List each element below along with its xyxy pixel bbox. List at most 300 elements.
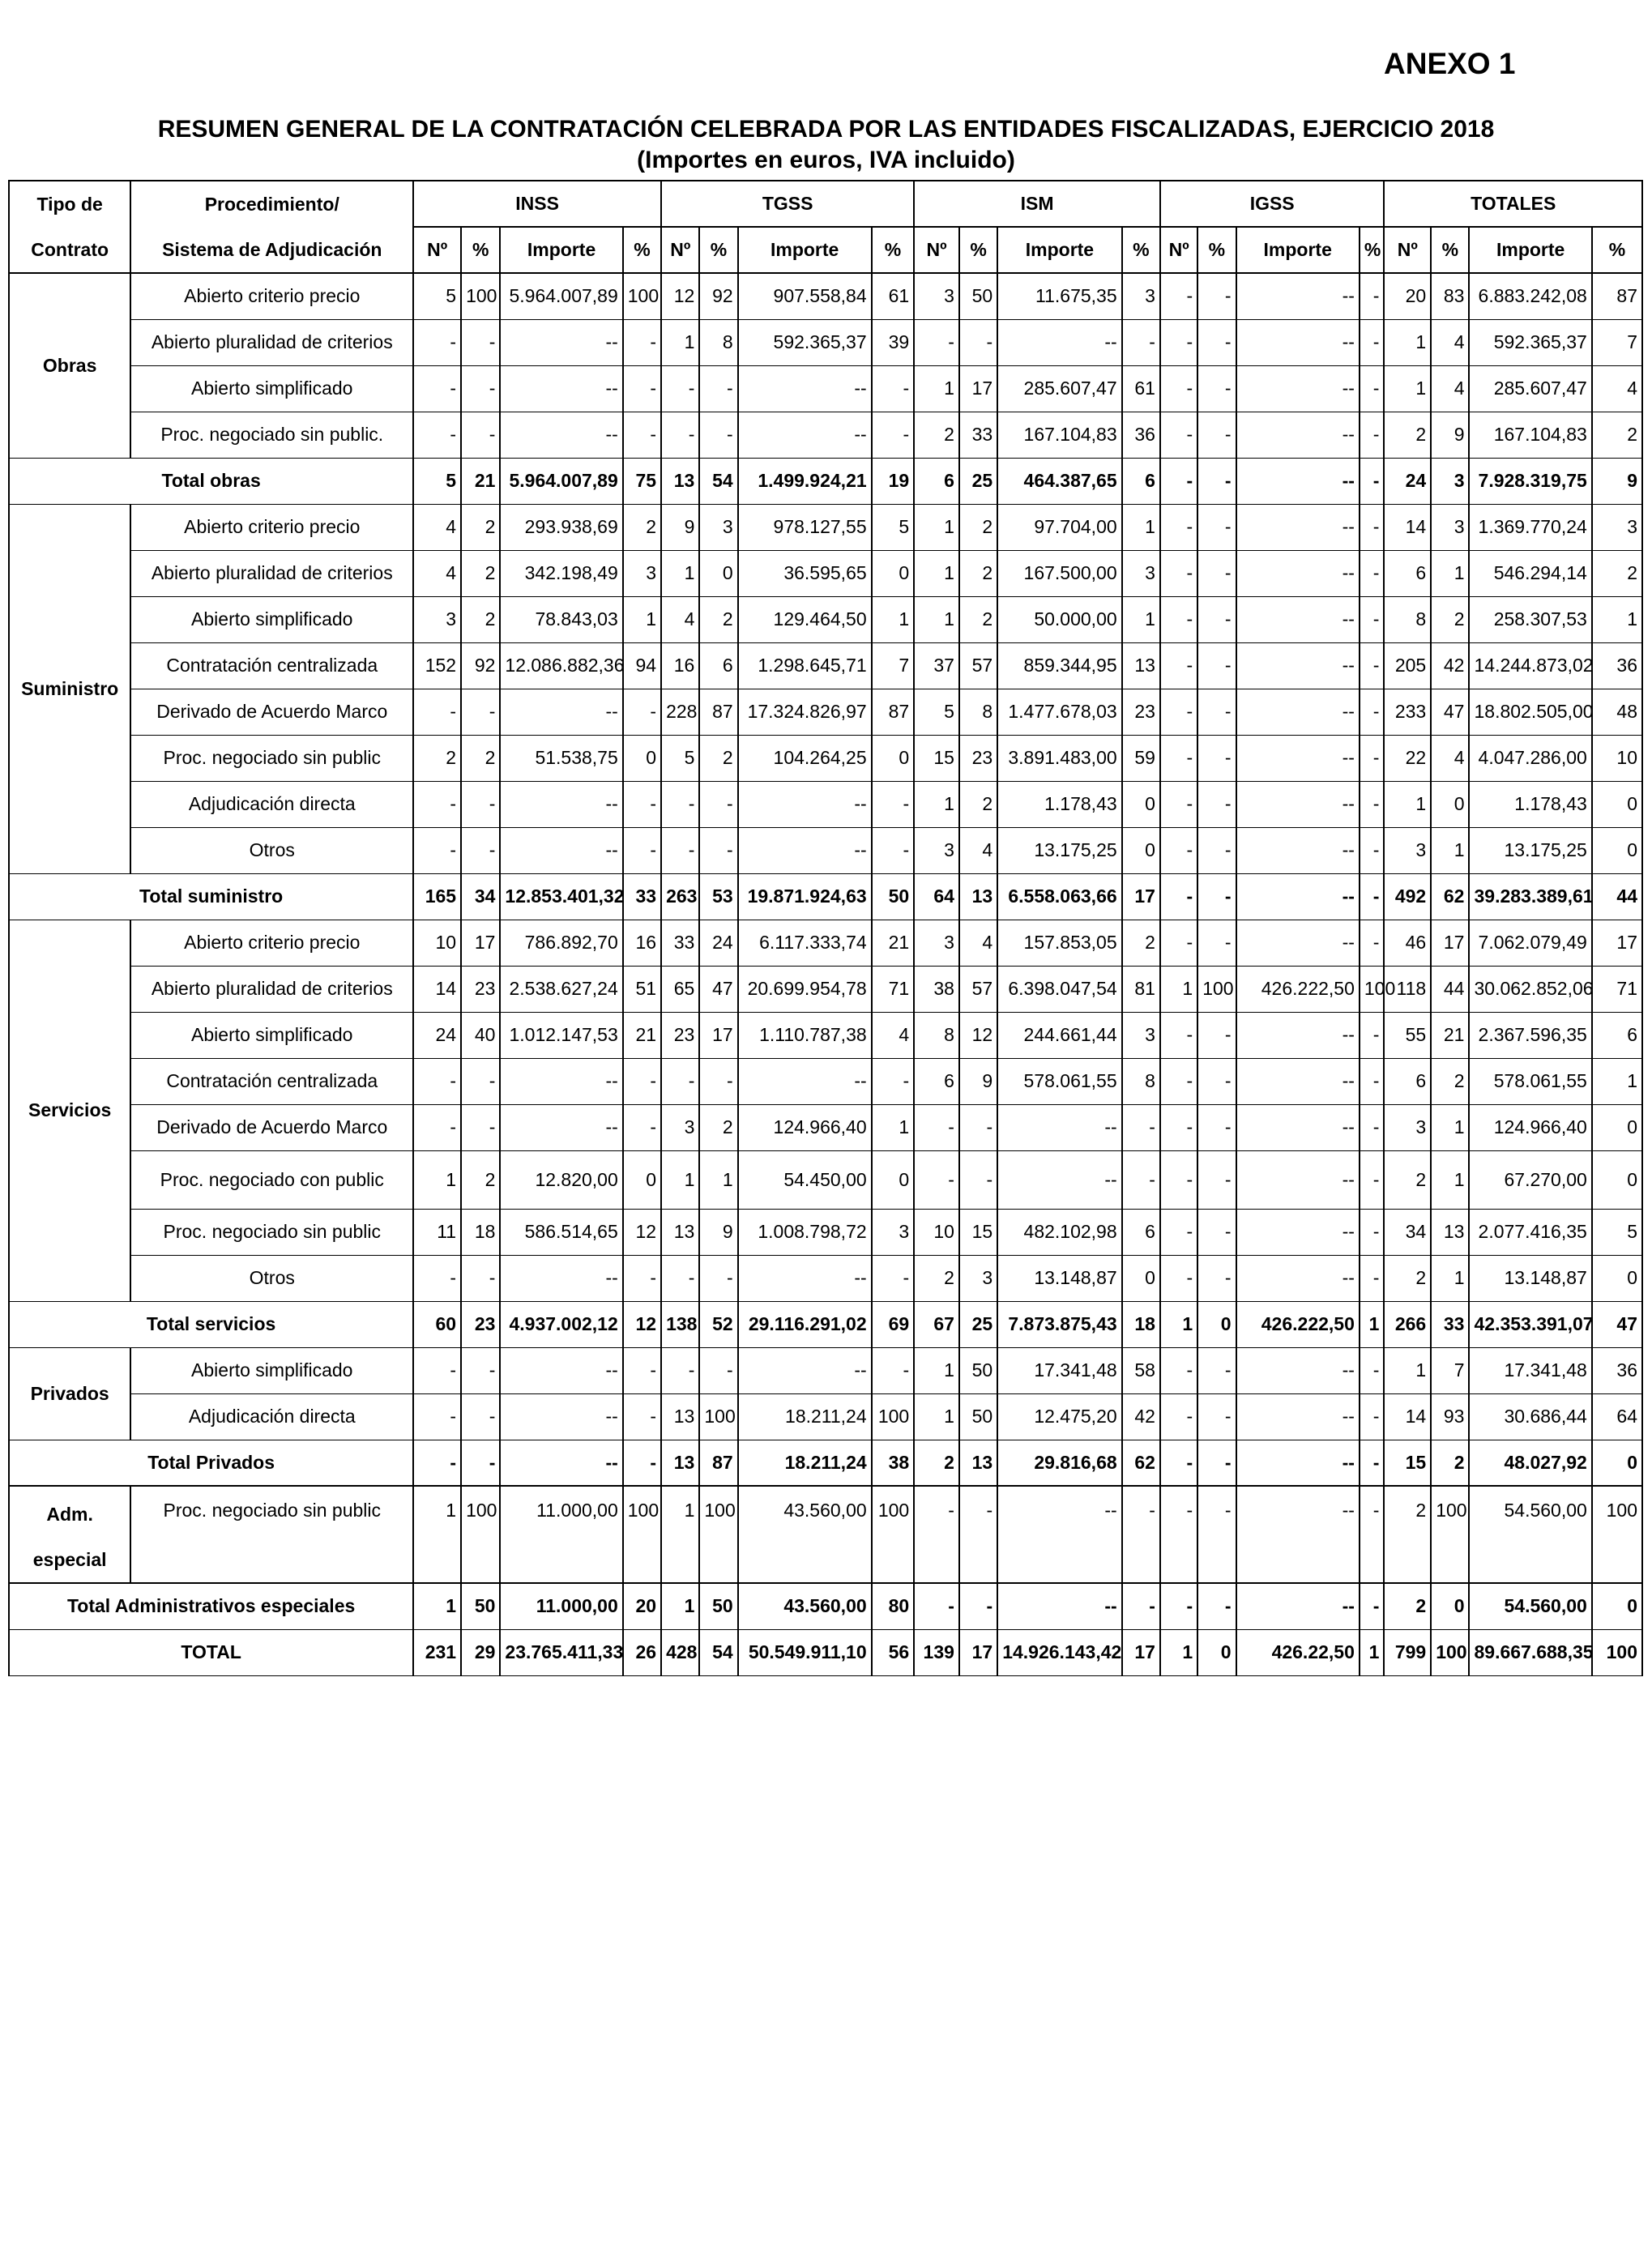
- table-cell: 4: [1592, 365, 1642, 412]
- table-cell: -: [413, 365, 461, 412]
- table-cell: -: [1197, 550, 1236, 596]
- table-cell: -: [1160, 735, 1197, 781]
- table-cell: 42.353.391,07: [1469, 1301, 1591, 1347]
- table-cell: 24: [413, 1012, 461, 1058]
- table-cell: -: [1160, 1583, 1197, 1629]
- table-cell: 50.549.911,10: [738, 1629, 872, 1675]
- table-cell: --: [1236, 1347, 1360, 1393]
- table-cell: --: [997, 1150, 1121, 1209]
- table-row: [9, 1347, 1642, 1393]
- table-cell: -: [623, 365, 661, 412]
- table-cell: 205: [1384, 642, 1431, 689]
- table-cell: 87: [699, 1440, 737, 1486]
- table-cell: 6.117.333,74: [738, 920, 872, 966]
- table-cell: 17: [1122, 873, 1160, 920]
- procedure-label: Abierto simplificado: [130, 1347, 413, 1393]
- table-cell: --: [1236, 458, 1360, 504]
- table-row: [9, 827, 1642, 873]
- subheader-pct-importe: %: [1592, 227, 1642, 273]
- table-cell: 3: [1431, 504, 1469, 550]
- table-cell: 165: [413, 873, 461, 920]
- table-cell: 10: [914, 1209, 959, 1255]
- procedure-label: Abierto simplificado: [130, 365, 413, 412]
- table-cell: 43.560,00: [738, 1583, 872, 1629]
- table-cell: 23: [1122, 689, 1160, 735]
- contracts-summary-table: [8, 180, 1643, 1676]
- table-cell: 799: [1384, 1629, 1431, 1675]
- table-cell: 258.307,53: [1469, 596, 1591, 642]
- table-cell: 64: [914, 873, 959, 920]
- table-cell: 8: [1384, 596, 1431, 642]
- table-cell: 100: [699, 1393, 737, 1440]
- table-cell: 5: [1592, 1209, 1642, 1255]
- header-contrato: Contrato: [9, 227, 130, 273]
- table-row: [9, 781, 1642, 827]
- table-cell: -: [413, 1104, 461, 1150]
- table-cell: -: [872, 412, 915, 458]
- table-cell: -: [1360, 920, 1385, 966]
- table-cell: 1: [914, 504, 959, 550]
- table-cell: 2: [461, 1150, 500, 1209]
- table-cell: 65: [661, 966, 699, 1012]
- table-cell: 2: [1384, 1486, 1431, 1583]
- table-cell: -: [1360, 1209, 1385, 1255]
- table-cell: -: [413, 1058, 461, 1104]
- table-cell: 8: [699, 319, 737, 365]
- table-cell: 50: [872, 873, 915, 920]
- table-cell: -: [1197, 504, 1236, 550]
- table-cell: 12.853.401,32: [500, 873, 622, 920]
- table-cell: 139: [914, 1629, 959, 1675]
- header-procedimiento: Procedimiento/: [130, 181, 413, 227]
- table-cell: -: [959, 1150, 997, 1209]
- table-cell: 0: [1592, 1440, 1642, 1486]
- table-cell: 18.802.505,00: [1469, 689, 1591, 735]
- table-cell: 93: [1431, 1393, 1469, 1440]
- table-cell: -: [1160, 781, 1197, 827]
- table-cell: 0: [1431, 1583, 1469, 1629]
- table-cell: 586.514,65: [500, 1209, 622, 1255]
- table-cell: 4: [661, 596, 699, 642]
- table-cell: 47: [699, 966, 737, 1012]
- table-cell: -: [1160, 1012, 1197, 1058]
- table-cell: 1.499.924,21: [738, 458, 872, 504]
- table-cell: 2: [959, 781, 997, 827]
- table-cell: --: [1236, 1058, 1360, 1104]
- table-cell: --: [1236, 1255, 1360, 1301]
- table-cell: 118: [1384, 966, 1431, 1012]
- table-cell: -: [1160, 642, 1197, 689]
- table-cell: 14.926.143,42: [997, 1629, 1121, 1675]
- table-cell: 592.365,37: [1469, 319, 1591, 365]
- table-cell: 46: [1384, 920, 1431, 966]
- table-cell: 100: [1592, 1629, 1642, 1675]
- table-cell: 11.675,35: [997, 273, 1121, 319]
- table-cell: -: [959, 1583, 997, 1629]
- table-cell: 0: [1122, 1255, 1160, 1301]
- table-cell: -: [1197, 920, 1236, 966]
- table-cell: 20: [1384, 273, 1431, 319]
- table-cell: -: [872, 781, 915, 827]
- table-cell: --: [1236, 1440, 1360, 1486]
- table-cell: 34: [1384, 1209, 1431, 1255]
- table-cell: 17.324.826,97: [738, 689, 872, 735]
- table-cell: 100: [461, 1486, 500, 1583]
- table-cell: -: [1197, 1393, 1236, 1440]
- table-cell: 2: [1384, 1255, 1431, 1301]
- table-cell: 100: [1592, 1486, 1642, 1583]
- procedure-label: Abierto criterio precio: [130, 504, 413, 550]
- table-cell: -: [1197, 1347, 1236, 1393]
- table-cell: -: [623, 689, 661, 735]
- table-cell: -: [959, 319, 997, 365]
- table-cell: -: [1197, 596, 1236, 642]
- table-cell: -: [461, 1440, 500, 1486]
- table-header: [9, 181, 1642, 273]
- table-cell: 30.686,44: [1469, 1393, 1591, 1440]
- table-cell: -: [914, 1583, 959, 1629]
- contract-type-label: Suministro: [9, 504, 130, 873]
- table-cell: 57: [959, 642, 997, 689]
- table-cell: 24: [699, 920, 737, 966]
- table-cell: 89.667.688,35: [1469, 1629, 1591, 1675]
- table-cell: -: [1360, 319, 1385, 365]
- table-cell: 7.062.079,49: [1469, 920, 1591, 966]
- table-cell: 9: [1431, 412, 1469, 458]
- table-cell: 3: [1122, 273, 1160, 319]
- table-cell: 0: [1592, 1150, 1642, 1209]
- table-cell: 1.012.147,53: [500, 1012, 622, 1058]
- table-cell: 1: [661, 1486, 699, 1583]
- table-cell: -: [959, 1486, 997, 1583]
- table-cell: 1: [413, 1150, 461, 1209]
- table-cell: 38: [872, 1440, 915, 1486]
- table-cell: 47: [1431, 689, 1469, 735]
- table-cell: -: [1360, 873, 1385, 920]
- table-cell: --: [1236, 1393, 1360, 1440]
- table-cell: 13: [661, 1393, 699, 1440]
- table-cell: -: [1197, 319, 1236, 365]
- table-cell: 0: [1197, 1301, 1236, 1347]
- table-cell: 18: [1122, 1301, 1160, 1347]
- table-cell: -: [623, 412, 661, 458]
- table-cell: 9: [661, 504, 699, 550]
- table-cell: 4: [959, 827, 997, 873]
- table-cell: -: [1197, 1486, 1236, 1583]
- procedure-label: Abierto pluralidad de criterios: [130, 550, 413, 596]
- table-cell: 14: [413, 966, 461, 1012]
- subheader-importe: Importe: [1469, 227, 1591, 273]
- table-cell: 12.475,20: [997, 1393, 1121, 1440]
- table-cell: 129.464,50: [738, 596, 872, 642]
- table-cell: 36: [1592, 642, 1642, 689]
- table-cell: 3: [623, 550, 661, 596]
- table-cell: 23: [461, 966, 500, 1012]
- table-cell: 0: [1592, 827, 1642, 873]
- table-row: [9, 365, 1642, 412]
- table-cell: --: [500, 319, 622, 365]
- table-cell: 50.000,00: [997, 596, 1121, 642]
- subheader-pct-importe: %: [623, 227, 661, 273]
- table-cell: 12.820,00: [500, 1150, 622, 1209]
- table-cell: --: [997, 1486, 1121, 1583]
- table-cell: 2: [959, 504, 997, 550]
- table-cell: 1: [699, 1150, 737, 1209]
- table-cell: -: [461, 689, 500, 735]
- table-cell: -: [461, 1347, 500, 1393]
- table-cell: 285.607,47: [1469, 365, 1591, 412]
- table-cell: 138: [661, 1301, 699, 1347]
- table-cell: 3: [661, 1104, 699, 1150]
- table-cell: 23.765.411,33: [500, 1629, 622, 1675]
- header-entity-tgss: TGSS: [661, 181, 914, 227]
- table-cell: -: [1360, 1058, 1385, 1104]
- table-row: [9, 550, 1642, 596]
- table-cell: 8: [959, 689, 997, 735]
- table-cell: 4: [1431, 735, 1469, 781]
- table-cell: 17: [959, 365, 997, 412]
- table-cell: 17: [461, 920, 500, 966]
- table-cell: -: [661, 412, 699, 458]
- table-cell: 1: [1431, 1150, 1469, 1209]
- table-cell: -: [1360, 596, 1385, 642]
- table-cell: 1: [1160, 1629, 1197, 1675]
- table-cell: -: [872, 1255, 915, 1301]
- table-cell: 3: [699, 504, 737, 550]
- table-cell: 13.175,25: [997, 827, 1121, 873]
- table-cell: --: [738, 1058, 872, 1104]
- subheader-pct-importe: %: [1122, 227, 1160, 273]
- contract-type-label: Privados: [9, 1347, 130, 1440]
- table-cell: --: [500, 1393, 622, 1440]
- table-cell: --: [500, 781, 622, 827]
- table-row: [9, 319, 1642, 365]
- table-cell: -: [1197, 1058, 1236, 1104]
- table-cell: 592.365,37: [738, 319, 872, 365]
- table-cell: --: [738, 412, 872, 458]
- table-cell: 2.538.627,24: [500, 966, 622, 1012]
- table-cell: 1: [1160, 966, 1197, 1012]
- table-cell: 1: [1384, 365, 1431, 412]
- table-cell: -: [1360, 1583, 1385, 1629]
- table-cell: 12: [661, 273, 699, 319]
- table-cell: 69: [872, 1301, 915, 1347]
- table-cell: 78.843,03: [500, 596, 622, 642]
- table-cell: 17: [1431, 920, 1469, 966]
- table-cell: 8: [914, 1012, 959, 1058]
- table-row: [9, 504, 1642, 550]
- table-cell: --: [500, 1104, 622, 1150]
- table-cell: -: [623, 1347, 661, 1393]
- table-cell: 18: [461, 1209, 500, 1255]
- table-cell: 0: [872, 735, 915, 781]
- table-cell: 1: [914, 1347, 959, 1393]
- header-entity-igss: IGSS: [1160, 181, 1384, 227]
- table-cell: 2: [1592, 412, 1642, 458]
- procedure-label: Abierto simplificado: [130, 596, 413, 642]
- table-cell: -: [661, 827, 699, 873]
- table-cell: 3: [1431, 458, 1469, 504]
- table-cell: -: [623, 1104, 661, 1150]
- table-cell: 2: [1592, 550, 1642, 596]
- table-cell: -: [1360, 1347, 1385, 1393]
- table-cell: 34: [461, 873, 500, 920]
- table-cell: --: [1236, 642, 1360, 689]
- table-cell: -: [461, 1255, 500, 1301]
- table-cell: 2.367.596,35: [1469, 1012, 1591, 1058]
- table-cell: 1: [914, 781, 959, 827]
- procedure-label: Contratación centralizada: [130, 642, 413, 689]
- table-row: [9, 966, 1642, 1012]
- table-row: [9, 1012, 1642, 1058]
- table-cell: 1.298.645,71: [738, 642, 872, 689]
- table-cell: -: [461, 319, 500, 365]
- procedure-label: Derivado de Acuerdo Marco: [130, 1104, 413, 1150]
- table-cell: 60: [413, 1301, 461, 1347]
- table-cell: -: [413, 412, 461, 458]
- table-cell: 0: [1592, 1255, 1642, 1301]
- table-cell: 1: [914, 550, 959, 596]
- table-cell: --: [1236, 1486, 1360, 1583]
- table-cell: -: [1160, 920, 1197, 966]
- table-cell: 2: [461, 504, 500, 550]
- total-label: Total servicios: [9, 1301, 413, 1347]
- total-row: [9, 458, 1642, 504]
- table-cell: 2: [1431, 1058, 1469, 1104]
- total-row: [9, 1583, 1642, 1629]
- table-cell: -: [1160, 504, 1197, 550]
- table-cell: 100: [872, 1486, 915, 1583]
- table-row: [9, 1058, 1642, 1104]
- table-cell: -: [1160, 689, 1197, 735]
- table-cell: -: [914, 1150, 959, 1209]
- table-cell: -: [1197, 365, 1236, 412]
- annex-label: ANEXO 1: [1384, 47, 1516, 80]
- table-cell: 44: [1592, 873, 1642, 920]
- table-cell: 54.560,00: [1469, 1486, 1591, 1583]
- table-row: [9, 1393, 1642, 1440]
- table-cell: 285.607,47: [997, 365, 1121, 412]
- procedure-label: Contratación centralizada: [130, 1058, 413, 1104]
- table-cell: 1.477.678,03: [997, 689, 1121, 735]
- table-cell: 859.344,95: [997, 642, 1121, 689]
- table-cell: 100: [461, 273, 500, 319]
- table-cell: 1: [914, 1393, 959, 1440]
- table-cell: 67.270,00: [1469, 1150, 1591, 1209]
- table-cell: -: [413, 781, 461, 827]
- table-cell: 3: [914, 827, 959, 873]
- table-cell: --: [1236, 1104, 1360, 1150]
- table-cell: 1: [661, 550, 699, 596]
- table-cell: 6: [699, 642, 737, 689]
- table-cell: 167.104,83: [997, 412, 1121, 458]
- table-cell: 25: [959, 1301, 997, 1347]
- table-cell: 3: [914, 920, 959, 966]
- table-cell: --: [500, 365, 622, 412]
- table-cell: 1: [1360, 1301, 1385, 1347]
- table-cell: 3: [1592, 504, 1642, 550]
- table-cell: 40: [461, 1012, 500, 1058]
- table-cell: --: [500, 1058, 622, 1104]
- table-cell: --: [1236, 735, 1360, 781]
- table-cell: -: [1122, 1150, 1160, 1209]
- table-cell: 11.000,00: [500, 1486, 622, 1583]
- table-cell: 51.538,75: [500, 735, 622, 781]
- table-cell: 14: [1384, 504, 1431, 550]
- table-cell: 7.873.875,43: [997, 1301, 1121, 1347]
- table-cell: --: [738, 827, 872, 873]
- table-cell: 23: [661, 1012, 699, 1058]
- table-cell: 2: [914, 412, 959, 458]
- table-cell: -: [623, 781, 661, 827]
- table-cell: -: [1360, 1104, 1385, 1150]
- table-cell: 1: [1122, 596, 1160, 642]
- table-cell: --: [738, 1255, 872, 1301]
- table-cell: -: [1160, 458, 1197, 504]
- table-cell: 4: [1431, 319, 1469, 365]
- table-cell: 482.102,98: [997, 1209, 1121, 1255]
- table-cell: -: [661, 1255, 699, 1301]
- table-cell: 33: [661, 920, 699, 966]
- table-cell: 13.148,87: [997, 1255, 1121, 1301]
- table-cell: --: [738, 1347, 872, 1393]
- table-cell: 10: [413, 920, 461, 966]
- table-cell: 167.104,83: [1469, 412, 1591, 458]
- table-cell: 33: [959, 412, 997, 458]
- table-cell: 1: [1360, 1629, 1385, 1675]
- table-cell: -: [1197, 1209, 1236, 1255]
- table-cell: 546.294,14: [1469, 550, 1591, 596]
- table-cell: -: [1360, 735, 1385, 781]
- table-cell: 100: [623, 1486, 661, 1583]
- table-cell: 426.222,50: [1236, 1301, 1360, 1347]
- table-cell: 19: [872, 458, 915, 504]
- table-cell: 293.938,69: [500, 504, 622, 550]
- table-cell: 53: [699, 873, 737, 920]
- table-cell: -: [461, 1058, 500, 1104]
- table-cell: -: [1197, 1104, 1236, 1150]
- table-cell: -: [1197, 827, 1236, 873]
- table-cell: -: [1160, 873, 1197, 920]
- table-cell: 3: [1384, 1104, 1431, 1150]
- table-cell: 2.077.416,35: [1469, 1209, 1591, 1255]
- table-cell: 1: [413, 1486, 461, 1583]
- table-cell: 100: [1431, 1486, 1469, 1583]
- table-cell: 100: [872, 1393, 915, 1440]
- table-cell: -: [1160, 1058, 1197, 1104]
- table-cell: 0: [623, 1150, 661, 1209]
- table-cell: 12: [623, 1301, 661, 1347]
- table-cell: -: [1160, 1150, 1197, 1209]
- table-cell: 39.283.389,61: [1469, 873, 1591, 920]
- table-cell: 92: [699, 273, 737, 319]
- table-cell: -: [1160, 365, 1197, 412]
- table-cell: 2: [1384, 1150, 1431, 1209]
- table-cell: 104.264,25: [738, 735, 872, 781]
- table-cell: 342.198,49: [500, 550, 622, 596]
- table-cell: 6: [1592, 1012, 1642, 1058]
- table-cell: 6.558.063,66: [997, 873, 1121, 920]
- table-cell: 2: [699, 1104, 737, 1150]
- table-cell: -: [1160, 1440, 1197, 1486]
- procedure-label: Abierto pluralidad de criterios: [130, 319, 413, 365]
- header-entity-ism: ISM: [914, 181, 1160, 227]
- table-cell: 62: [1431, 873, 1469, 920]
- table-cell: --: [1236, 920, 1360, 966]
- table-cell: 24: [1384, 458, 1431, 504]
- table-cell: 1: [872, 596, 915, 642]
- table-row: [9, 1150, 1642, 1209]
